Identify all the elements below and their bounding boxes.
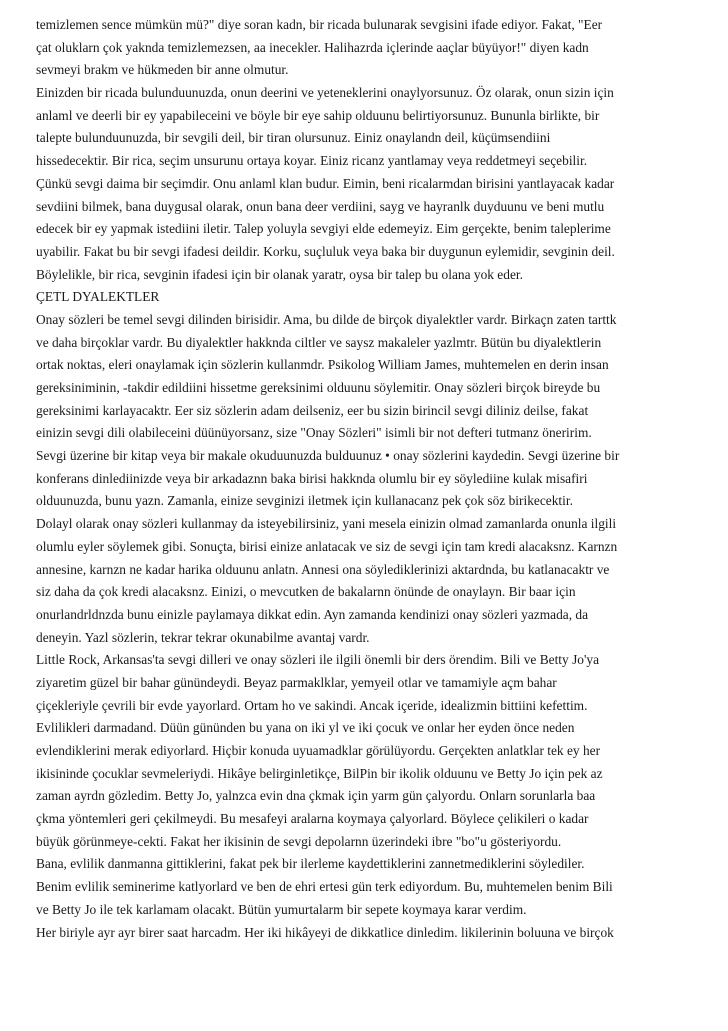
text-line: deneyin. Yazl sözlerin, tekrar tekrar okunabilme avantaj vardr. bbox=[36, 629, 370, 645]
text-line: Benim evlilik seminerime katlyorlard ve ben de ehri ertesi gün terk ediyordum. Bu, muhtemelen benim Bili bbox=[36, 879, 613, 895]
text-line: Her biriyle ayr ayr birer saat harcadm. Her iki hikâyeyi de dikkatlice dinledim. likilerinin boluuna ve birçok bbox=[36, 924, 614, 940]
text-line: konferans dinlediinizde veya bir arkadaznn baka birisi hakknda olumlu bir ey söylediine kulak misafiri bbox=[36, 470, 588, 486]
text-line: einizin sevgi dili olabileceini düünüyorsanz, size "Onay Sözleri" isimli bir not defteri tutmanz öneririm. bbox=[36, 425, 592, 441]
text-line: hissedecektir. Bir rica, seçim unsurunu ortaya koyar. Einiz ricanz yantlamay veya reddetmeyi seçebilir. bbox=[36, 153, 588, 169]
text-line: annesine, karnzn ne kadar harika olduunu anlatn. Annesi ona söylediklerinizi aktardnda, bu katlanacaktr ve bbox=[36, 561, 610, 577]
text-line: ve daha birçoklar vardr. Bu diyalektler hakknda ciltler ve saysz makaleler yazlmtr. Bütün bu diyalektlerin bbox=[36, 334, 602, 350]
text-line: anlaml ve deerli bir ey yapabileceini ve böyle bir eye sahip olduunu belirtiyorsunuz. Bununla birlikte, bir bbox=[36, 107, 600, 123]
text-line: siz daha da çok kredi alacaksnz. Einizi, o mevcutken de bakalarnn önünde de onaylayn. Bir baar için bbox=[36, 584, 576, 600]
text-line: Bana, evlilik danmanna gittiklerini, fakat pek bir ilerleme kaydettiklerini zannetmediklerini söylediler. bbox=[36, 856, 585, 872]
text-line: Böylelikle, bir rica, sevginin ifadesi için bir olanak yaratr, oysa bir talep bu olana yok eder. bbox=[36, 266, 523, 282]
text-line: Einizden bir ricada bulunduunuzda, onun deerini ve yeteneklerini onaylyorsunuz. Öz olarak, onun sizin için bbox=[36, 85, 614, 101]
text-line: sevmeyi brakm ve hükmeden bir anne olmutur. bbox=[36, 62, 289, 78]
text-line: Sevgi üzerine bir kitap veya bir makale okuduunuzda bulduunuz • onay sözlerini kaydedin. Sevgi üzerine bir bbox=[36, 448, 620, 464]
text-line: ziyaretim güzel bir bahar günündeydi. Beyaz parmaklklar, yemyeil otlar ve tamamiyle açm bahar bbox=[36, 674, 557, 690]
text-line: temizlemen sence mümkün mü?" diye soran kadn, bir ricada bulunarak sevgisini ifade ediyor. Fakat, "Eer bbox=[36, 17, 603, 32]
text-line: talepte bulunduunuzda, bir sevgili deil, bir tiran olursunuz. Einiz onaylandn deil, küçümsendiini bbox=[36, 130, 551, 146]
text-line: Little Rock, Arkansas'ta sevgi dilleri ve onay sözleri ile ilgili önemli bir ders örendim. Bili ve Betty Jo'ya bbox=[36, 652, 600, 668]
text-line: evlendiklerini merak ediyorlard. Hiçbir konuda uyuamadklar görülüyordu. Gerçekten anlatklar tek ey her bbox=[36, 743, 601, 758]
text-line: gereksiniminin, -takdir edildiini hissetme gereksinimi olduunu söylemitir. Onay sözleri birçok bireyde bu bbox=[36, 380, 601, 395]
text-line: büyük görünmeye-cekti. Fakat her ikisinin de sevgi depolarnn üzerindeki ibre "bo"u gösteriyordu. bbox=[36, 833, 562, 849]
text-line: zaman ayrdn gözledim. Betty Jo, yalnzca evin dna çkmak için yarm gün çalyordu. Onlarn sorunlarla baa bbox=[36, 788, 596, 804]
text-line: Çünkü sevgi daima bir seçimdir. Onu anlaml klan budur. Eimin, beni ricalarmdan birisini yantlayacak kadar bbox=[36, 175, 615, 191]
text-line: olumlu eyler söylemek gibi. Sonuçta, birisi einize anlatacak ve siz de sevgi için tam kredi alacaksnz. Karnzn bbox=[36, 538, 618, 554]
text-line: Evlilikleri darmadand. Düün gününden bu yana on iki yl ve iki çocuk ve onlar her eyden önce neden bbox=[36, 720, 575, 736]
text-line: Onay sözleri be temel sevgi dilinden birisidir. Ama, bu dilde de birçok diyalektler vardr. Birkaçn zaten tarttk bbox=[36, 311, 617, 327]
text-line: ortak noktas, eleri onaylamak için sözlerin kullanmdr. Psikolog William James, muhtemelen en derin insan bbox=[36, 357, 609, 373]
text-line: uyabilir. Fakat bu bir sevgi ifadesi deildir. Korku, suçluluk veya baka bir duygunun eylemidir, sevginin deil. bbox=[36, 243, 615, 259]
text-line: ve Betty Jo ile tek karlamam olacakt. Bütün yumurtalarm bir sepete koymaya karar verdim. bbox=[36, 901, 527, 917]
text-line: edecek bir ey yapmak istediini iletir. Talep yoluyla sevgiyi elde edemeyiz. Eim gerçekte, benim taleplerime bbox=[36, 221, 611, 237]
text-line: sevdiini bilmek, bana duygusal olarak, onun bana deer verdiini, sayg ve hayranlk duyduunu ve beni mutlu bbox=[36, 198, 605, 214]
text-line: ikisininde çocuklar sevmeleriydi. Hikâye belirginletikçe, BilPin bir ikolik olduunu ve Betty Jo için pek az bbox=[36, 765, 603, 781]
section-heading: ÇETL DYALEKTLER bbox=[36, 289, 160, 305]
text-line: Dolayl olarak onay sözleri kullanmay da isteyebilirsiniz, yani mesela einizin olmad zamanlarda onunla ilgili bbox=[36, 516, 617, 532]
text-line: çkma yöntemleri geri çekilmeydi. Bu mesafeyi aralarna koymaya çalyorlard. Böylece çelikileri o kadar bbox=[36, 811, 589, 827]
text-line: gereksinimi karlayacaktr. Eer siz sözlerin adam deilseniz, eer bu sizin birincil sevgi diliniz deilse, fakat bbox=[36, 402, 589, 418]
text-line: çat oluklarn çok yaknda temizlemezsen, aa inecekler. Halihazrda içlerinde aaçlar büyüyor!" diyen kadn bbox=[36, 39, 589, 55]
text-line: çiçekleriyle çevrili bir evde yayorlard. Ortam ho ve sakindi. Ancak içeride, idealizmin bittiini kefettim. bbox=[36, 697, 588, 713]
text-line: onurlandrldnzda bunu einizle paylamaya dikkat edin. Ayn zamanda kendinizi onay sözleri yazmada, da bbox=[36, 606, 589, 622]
text-line: olduunuzda, bunu yazn. Zamanla, einize sevginizi iletmek için kullanacanz pek çok söz birikecektir. bbox=[36, 493, 573, 509]
